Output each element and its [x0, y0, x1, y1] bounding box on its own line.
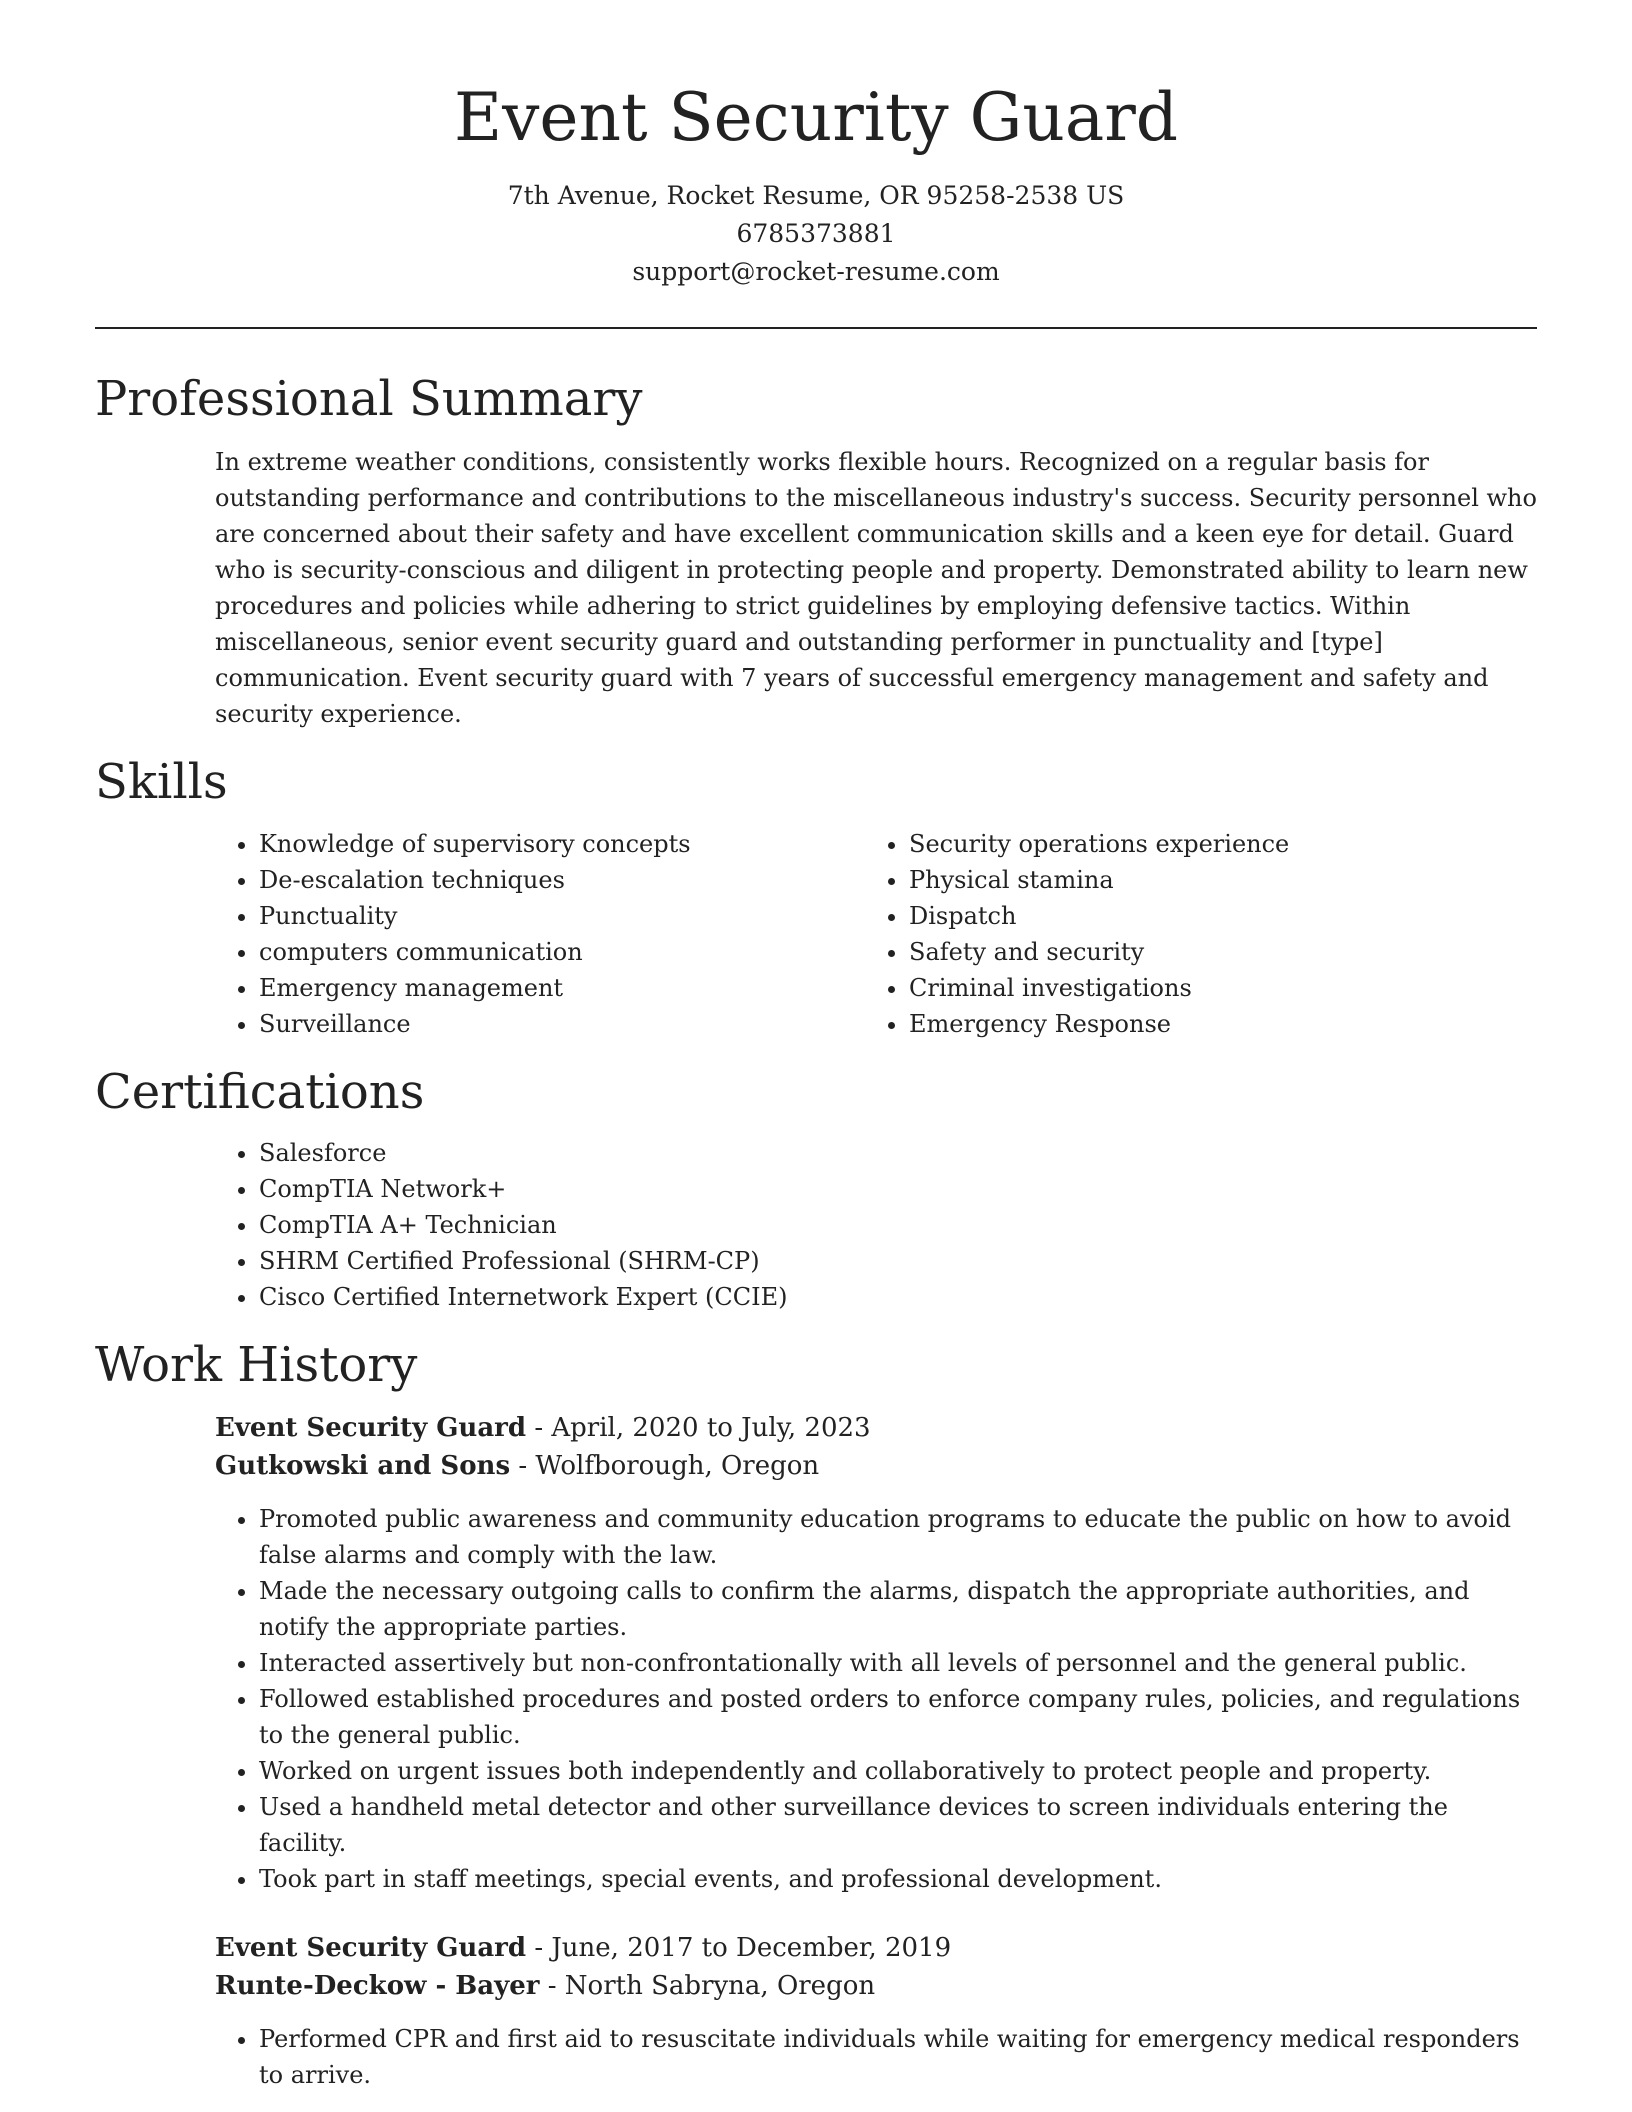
certification-item: • CompTIA Network+ [259, 1171, 1537, 1207]
job-bullet: • Worked on urgent issues both independently and collaboratively to protect people and property. [259, 1753, 1537, 1789]
resume-header [95, 0, 1537, 291]
certification-item: • SHRM Certified Professional (SHRM-CP) [259, 1243, 1537, 1279]
summary-text: In extreme weather conditions, consistently works flexible hours. Recognized on a regular basis for outstanding performance and contributions to the miscellaneous industry's success. Security personnel who are concerned about their safety and have excellent communication skills and a keen eye for detail. Guard who is security-conscious and diligent in protecting people and property. Demonstrated ability to learn new procedures and policies while adhering to strict guidelines by employing defensive tactics. Within miscellaneous, senior event security guard and outstanding performer in punctuality and [type] communication. Event security guard with 7 years of successful emergency management and safety and security experience. [215, 448, 1537, 729]
certifications-list [215, 1135, 1537, 1315]
job-role: Event Security Guard [215, 1412, 527, 1443]
summary-title: Professional Summary [95, 370, 643, 427]
work-history-title: Work History [95, 1337, 418, 1394]
certifications-section [95, 1064, 1537, 1316]
job-bullet: • Made the necessary outgoing calls to confirm the alarms, dispatch the appropriate authorities, and notify the appropriate parties. [259, 1573, 1537, 1645]
job-dates: - June, 2017 to December, 2019 [526, 1932, 952, 1963]
skills-list-right [865, 826, 1515, 1042]
skills-section [95, 754, 1537, 1042]
candidate-name: Event Security Guard [453, 79, 1179, 156]
skill-item: • Criminal investigations [909, 970, 1515, 1006]
address: 7th Avenue, Rocket Resume, OR 95258-2538 US [507, 180, 1125, 210]
certifications-title: Certifications [95, 1063, 425, 1120]
job-company: Gutkowski and Sons [215, 1450, 511, 1481]
skill-item: • Emergency management [259, 970, 865, 1006]
skill-item: • Physical stamina [909, 862, 1515, 898]
skill-item: • Knowledge of supervisory concepts [259, 826, 865, 862]
skills-title: Skills [95, 754, 228, 811]
job-dates: - April, 2020 to July, 2023 [526, 1412, 871, 1443]
header-divider [95, 327, 1537, 329]
job-title-line [215, 1409, 1537, 1447]
job-location: - North Sabryna, Oregon [539, 1970, 876, 2001]
skill-item: • Emergency Response [909, 1006, 1515, 1042]
job-role: Event Security Guard [215, 1932, 527, 1963]
skill-item: • Safety and security [909, 934, 1515, 970]
skills-grid [215, 826, 1537, 1042]
summary-section [95, 371, 1537, 733]
skills-column-right [865, 826, 1515, 1042]
skill-item: • De-escalation techniques [259, 862, 865, 898]
job-bullet: • Followed established procedures and posted orders to enforce company rules, policies, and regulations to the general public. [259, 1681, 1537, 1753]
job-bullet: • Promoted public awareness and community education programs to educate the public on how to avoid false alarms and comply with the law. [259, 1501, 1537, 1573]
skill-item: • Security operations experience [909, 826, 1515, 862]
certification-item: • Cisco Certified Internetwork Expert (CCIE) [259, 1279, 1537, 1315]
work-history-section [95, 1337, 1537, 2093]
skill-item: • Punctuality [259, 898, 865, 934]
job-entry [215, 1409, 1537, 1485]
certification-item: • CompTIA A+ Technician [259, 1207, 1537, 1243]
job-company-line [215, 1447, 1537, 1485]
job-entry [215, 1929, 1537, 2005]
certification-item: • Salesforce [259, 1135, 1537, 1171]
skills-list-left [215, 826, 865, 1042]
job-bullet: • Performed CPR and first aid to resuscitate individuals while waiting for emergency medical responders to arrive. [259, 2021, 1537, 2093]
job-company-line [215, 1967, 1537, 2005]
phone: 6785373881 [736, 218, 896, 248]
skill-item: • Dispatch [909, 898, 1515, 934]
job-bullet: • Took part in staff meetings, special events, and professional development. [259, 1861, 1537, 1897]
job-bullet: • Used a handheld metal detector and other surveillance devices to screen individuals entering the facility. [259, 1789, 1537, 1861]
job-bullets [215, 2021, 1537, 2093]
job-title-line [215, 1929, 1537, 1967]
email: support@rocket-resume.com [632, 256, 1000, 286]
contact-block [95, 177, 1537, 291]
skills-column-left [215, 826, 865, 1042]
skill-item: • Surveillance [259, 1006, 865, 1042]
job-company: Runte-Deckow - Bayer [215, 1970, 540, 2001]
job-bullet: • Interacted assertively but non-confrontationally with all levels of personnel and the general public. [259, 1645, 1537, 1681]
job-location: - Wolfborough, Oregon [510, 1450, 820, 1481]
job-bullets [215, 1501, 1537, 1897]
skill-item: • computers communication [259, 934, 865, 970]
